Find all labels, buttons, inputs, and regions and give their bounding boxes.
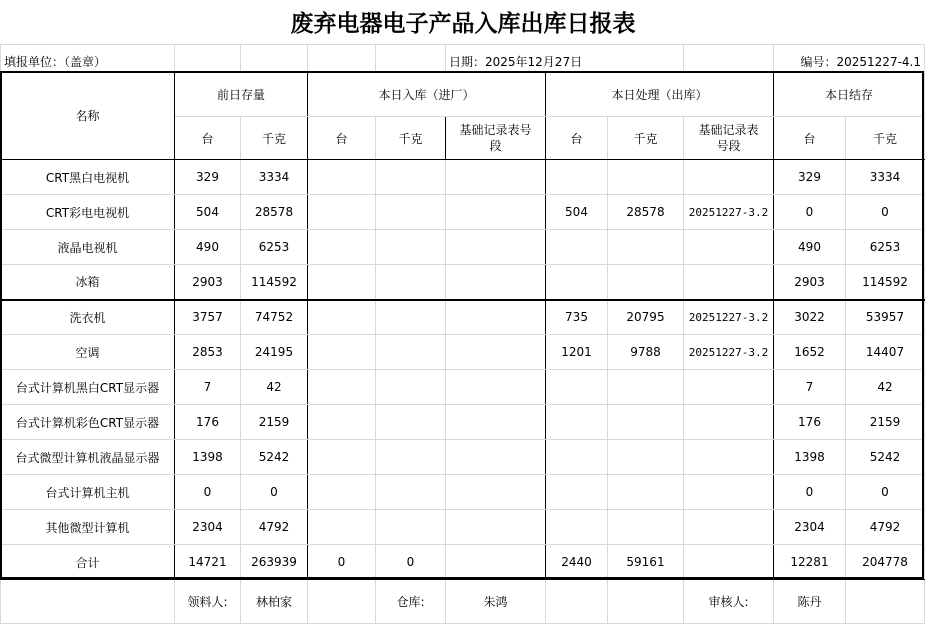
- cell-in-rec[interactable]: [446, 440, 546, 475]
- cell-out-kg[interactable]: [608, 510, 684, 545]
- cell-out-rec[interactable]: [684, 475, 774, 510]
- header-inbound: 本日入库（进厂）: [308, 72, 546, 117]
- header-in-kg: 千克: [376, 117, 446, 160]
- cell-close-tai[interactable]: 12281: [774, 545, 846, 580]
- cell-close-kg[interactable]: 4792: [846, 510, 925, 545]
- report-sheet: [0, 44, 925, 624]
- cell-close-kg[interactable]: 114592: [846, 265, 925, 300]
- cell-out-tai[interactable]: [546, 475, 608, 510]
- header-out-kg: 千克: [608, 117, 684, 160]
- cell-close-kg[interactable]: 204778: [846, 545, 925, 580]
- cell-in-tai[interactable]: [308, 160, 376, 195]
- data-rows: [1, 160, 925, 580]
- cell-in-tai[interactable]: [308, 335, 376, 370]
- cell-in-kg[interactable]: [376, 265, 446, 300]
- cell-out-rec[interactable]: [684, 370, 774, 405]
- table-row: [1, 545, 925, 580]
- cell-in-tai[interactable]: [308, 405, 376, 440]
- cell-in-rec[interactable]: [446, 335, 546, 370]
- unit-label: 填报单位：（盖章）: [1, 45, 175, 72]
- table-row: [1, 300, 925, 335]
- cell-out-kg[interactable]: [608, 440, 684, 475]
- header-out-tai: 台: [546, 117, 608, 160]
- table-row: [1, 160, 925, 195]
- header-in-tai: 台: [308, 117, 376, 160]
- date-label: 日期：2025年12月27日: [446, 45, 684, 72]
- header-prev-kg: 千克: [241, 117, 308, 160]
- cell-close-tai[interactable]: 490: [774, 230, 846, 265]
- cell-in-tai[interactable]: [308, 230, 376, 265]
- cell-in-rec[interactable]: [446, 300, 546, 335]
- signature-cell[interactable]: [1, 580, 175, 624]
- cell-close-tai[interactable]: 2304: [774, 510, 846, 545]
- cell-close-tai[interactable]: 0: [774, 195, 846, 230]
- cell-in-rec[interactable]: [446, 160, 546, 195]
- row-name: 台式计算机彩色CRT显示器: [1, 405, 175, 440]
- cell-in-kg[interactable]: [376, 370, 446, 405]
- row-name: 其他微型计算机: [1, 510, 175, 545]
- cell-prev-kg[interactable]: 114592: [241, 265, 308, 300]
- cell-prev-kg[interactable]: 6253: [241, 230, 308, 265]
- cell-close-kg[interactable]: 2159: [846, 405, 925, 440]
- cell-prev-kg[interactable]: 3334: [241, 160, 308, 195]
- table-row: [1, 405, 925, 440]
- row-name: 台式计算机黑白CRT显示器: [1, 370, 175, 405]
- cell-out-tai[interactable]: 504: [546, 195, 608, 230]
- cell-out-tai[interactable]: [546, 405, 608, 440]
- cell-out-kg[interactable]: [608, 405, 684, 440]
- cell-out-tai[interactable]: 735: [546, 300, 608, 335]
- row-name: 液晶电视机: [1, 230, 175, 265]
- header-name: 名称: [1, 72, 175, 160]
- header-close-tai: 台: [774, 117, 846, 160]
- cell-in-rec[interactable]: [446, 405, 546, 440]
- cell-in-rec[interactable]: [446, 510, 546, 545]
- cell-out-tai[interactable]: [546, 265, 608, 300]
- info-cell[interactable]: [376, 45, 446, 72]
- cell-close-kg[interactable]: 53957: [846, 300, 925, 335]
- cell-prev-kg[interactable]: 4792: [241, 510, 308, 545]
- cell-prev-tai[interactable]: 176: [175, 405, 241, 440]
- cell-prev-kg[interactable]: 5242: [241, 440, 308, 475]
- receiver-name[interactable]: 林柏家: [241, 580, 308, 624]
- cell-out-kg[interactable]: 20795: [608, 300, 684, 335]
- cell-out-rec[interactable]: [684, 545, 774, 580]
- cell-prev-kg[interactable]: 42: [241, 370, 308, 405]
- cell-in-rec[interactable]: [446, 265, 546, 300]
- header-in-record: 基础记录表号段: [446, 117, 546, 160]
- header-prev-stock: 前日存量: [175, 72, 308, 117]
- cell-in-rec[interactable]: [446, 545, 546, 580]
- info-cell[interactable]: [308, 45, 376, 72]
- cell-prev-tai[interactable]: 1398: [175, 440, 241, 475]
- cell-in-kg[interactable]: [376, 160, 446, 195]
- cell-out-kg[interactable]: 9788: [608, 335, 684, 370]
- cell-prev-tai[interactable]: 3757: [175, 300, 241, 335]
- cell-in-kg[interactable]: [376, 510, 446, 545]
- row-name: 台式微型计算机液晶显示器: [1, 440, 175, 475]
- reviewer-label: 审核人:: [684, 580, 774, 624]
- cell-out-rec[interactable]: 20251227-3.2: [684, 195, 774, 230]
- cell-close-kg[interactable]: 42: [846, 370, 925, 405]
- cell-out-rec[interactable]: [684, 265, 774, 300]
- report-title: 废弃电器电子产品入库出库日报表: [290, 10, 636, 37]
- cell-in-tai[interactable]: [308, 440, 376, 475]
- info-cell[interactable]: [241, 45, 308, 72]
- cell-out-rec[interactable]: [684, 405, 774, 440]
- cell-prev-tai[interactable]: 2903: [175, 265, 241, 300]
- cell-out-kg[interactable]: 28578: [608, 195, 684, 230]
- cell-close-kg[interactable]: 0: [846, 475, 925, 510]
- cell-in-rec[interactable]: [446, 195, 546, 230]
- header-closing: 本日结存: [774, 72, 925, 117]
- signature-row: [1, 580, 925, 624]
- cell-out-kg[interactable]: [608, 230, 684, 265]
- receiver-label: 领料人:: [175, 580, 241, 624]
- cell-out-rec[interactable]: [684, 440, 774, 475]
- signature-cell[interactable]: [308, 580, 376, 624]
- cell-in-rec[interactable]: [446, 475, 546, 510]
- cell-out-rec[interactable]: 20251227-3.2: [684, 335, 774, 370]
- cell-out-tai[interactable]: [546, 510, 608, 545]
- cell-close-tai[interactable]: 329: [774, 160, 846, 195]
- reviewer-name[interactable]: 陈丹: [774, 580, 846, 624]
- cell-close-tai[interactable]: 3022: [774, 300, 846, 335]
- cell-out-tai[interactable]: 1201: [546, 335, 608, 370]
- cell-in-tai[interactable]: [308, 195, 376, 230]
- cell-prev-tai[interactable]: 14721: [175, 545, 241, 580]
- cell-out-tai[interactable]: [546, 370, 608, 405]
- cell-in-kg[interactable]: [376, 300, 446, 335]
- cell-in-kg[interactable]: [376, 195, 446, 230]
- info-row: [1, 45, 925, 72]
- cell-prev-kg[interactable]: 263939: [241, 545, 308, 580]
- cell-close-kg[interactable]: 3334: [846, 160, 925, 195]
- cell-out-rec[interactable]: [684, 510, 774, 545]
- cell-close-tai[interactable]: 0: [774, 475, 846, 510]
- cell-in-kg[interactable]: [376, 405, 446, 440]
- cell-out-rec[interactable]: [684, 230, 774, 265]
- cell-out-kg[interactable]: [608, 160, 684, 195]
- table-row: [1, 195, 925, 230]
- cell-close-kg[interactable]: 6253: [846, 230, 925, 265]
- cell-in-tai[interactable]: [308, 475, 376, 510]
- cell-out-tai[interactable]: 2440: [546, 545, 608, 580]
- signature-cell[interactable]: [608, 580, 684, 624]
- signature-cell[interactable]: [546, 580, 608, 624]
- table-row: [1, 335, 925, 370]
- cell-out-kg[interactable]: [608, 370, 684, 405]
- table-row: [1, 370, 925, 405]
- row-name: 合计: [1, 545, 175, 580]
- cell-prev-tai[interactable]: 2853: [175, 335, 241, 370]
- header-out-record: 基础记录表号段: [684, 117, 774, 160]
- cell-out-rec[interactable]: [684, 160, 774, 195]
- table-row: [1, 230, 925, 265]
- warehouse-name[interactable]: 朱鸿: [446, 580, 546, 624]
- row-name: CRT彩电电视机: [1, 195, 175, 230]
- cell-in-kg[interactable]: [376, 335, 446, 370]
- cell-prev-kg[interactable]: 24195: [241, 335, 308, 370]
- cell-in-rec[interactable]: [446, 370, 546, 405]
- cell-prev-tai[interactable]: 329: [175, 160, 241, 195]
- cell-close-kg[interactable]: 14407: [846, 335, 925, 370]
- cell-close-kg[interactable]: 0: [846, 195, 925, 230]
- row-name: CRT黑白电视机: [1, 160, 175, 195]
- row-name: 空调: [1, 335, 175, 370]
- cell-in-kg[interactable]: [376, 440, 446, 475]
- cell-in-tai[interactable]: 0: [308, 545, 376, 580]
- header-close-kg: 千克: [846, 117, 925, 160]
- cell-out-tai[interactable]: [546, 440, 608, 475]
- table-row: [1, 265, 925, 300]
- row-name: 洗衣机: [1, 300, 175, 335]
- cell-in-rec[interactable]: [446, 230, 546, 265]
- cell-close-tai[interactable]: 176: [774, 405, 846, 440]
- row-name: 冰箱: [1, 265, 175, 300]
- cell-close-tai[interactable]: 2903: [774, 265, 846, 300]
- header-processing: 本日处理（出库）: [546, 72, 774, 117]
- table-row: [1, 510, 925, 545]
- cell-close-tai[interactable]: 1398: [774, 440, 846, 475]
- cell-prev-tai[interactable]: 2304: [175, 510, 241, 545]
- cell-prev-kg[interactable]: 28578: [241, 195, 308, 230]
- cell-prev-kg[interactable]: 0: [241, 475, 308, 510]
- cell-prev-tai[interactable]: 504: [175, 195, 241, 230]
- cell-prev-tai[interactable]: 490: [175, 230, 241, 265]
- cell-prev-tai[interactable]: 7: [175, 370, 241, 405]
- cell-in-kg[interactable]: 0: [376, 545, 446, 580]
- cell-in-kg[interactable]: [376, 475, 446, 510]
- cell-prev-kg[interactable]: 2159: [241, 405, 308, 440]
- cell-close-tai[interactable]: 7: [774, 370, 846, 405]
- info-cell[interactable]: [175, 45, 241, 72]
- table-row: [1, 475, 925, 510]
- table-row: [1, 440, 925, 475]
- header-row-1: [1, 72, 925, 117]
- cell-out-kg[interactable]: [608, 475, 684, 510]
- cell-close-tai[interactable]: 1652: [774, 335, 846, 370]
- cell-close-kg[interactable]: 5242: [846, 440, 925, 475]
- cell-in-tai[interactable]: [308, 370, 376, 405]
- number-label: 编号：20251227-4.1: [774, 45, 925, 72]
- header-prev-tai: 台: [175, 117, 241, 160]
- cell-out-tai[interactable]: [546, 230, 608, 265]
- cell-out-kg[interactable]: 59161: [608, 545, 684, 580]
- signature-cell[interactable]: [846, 580, 925, 624]
- cell-out-tai[interactable]: [546, 160, 608, 195]
- info-cell[interactable]: [684, 45, 774, 72]
- cell-in-tai[interactable]: [308, 265, 376, 300]
- warehouse-label: 仓库:: [376, 580, 446, 624]
- cell-prev-kg[interactable]: 74752: [241, 300, 308, 335]
- cell-out-kg[interactable]: [608, 265, 684, 300]
- cell-out-rec[interactable]: 20251227-3.2: [684, 300, 774, 335]
- cell-prev-tai[interactable]: 0: [175, 475, 241, 510]
- cell-in-tai[interactable]: [308, 510, 376, 545]
- cell-in-kg[interactable]: [376, 230, 446, 265]
- row-name: 台式计算机主机: [1, 475, 175, 510]
- cell-in-tai[interactable]: [308, 300, 376, 335]
